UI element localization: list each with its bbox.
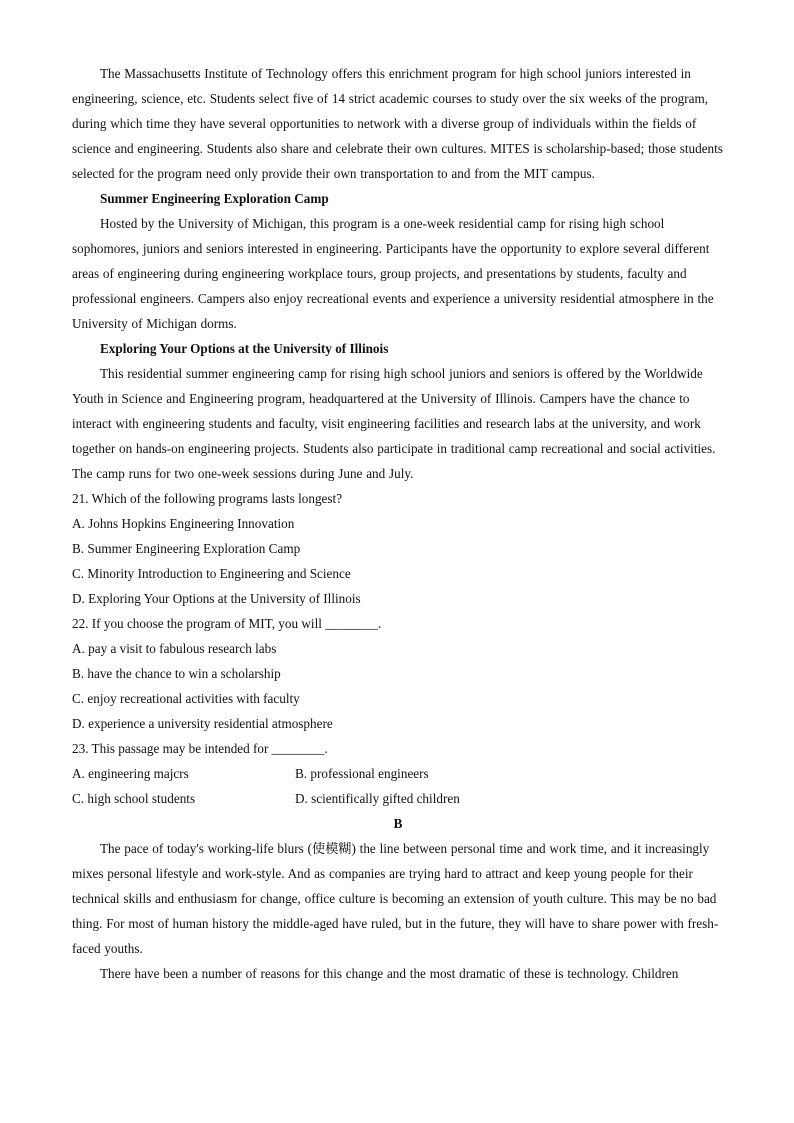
option-c: C. Minority Introduction to Engineering and Science	[72, 566, 351, 581]
option-d: D. Exploring Your Options at the University of Illinois	[72, 591, 361, 606]
section-letter-b: B	[393, 816, 403, 831]
option-b: B. have the chance to win a scholarship	[72, 666, 281, 681]
passage-b-paragraph-2: There have been a number of reasons for this change and the most dramatic of these is technology. Children	[100, 966, 679, 981]
question-23	[72, 736, 724, 811]
option-b: B. Summer Engineering Exploration Camp	[72, 541, 301, 556]
question-22	[72, 611, 724, 736]
option-row	[72, 786, 724, 811]
mites-paragraph: The Massachusetts Institute of Technology offers this enrichment program for high school juniors interested in engineering, science, etc. Students select five of 14 strict academic courses to study over the six weeks of the program, during which time they have several opportunities to network with a diverse group of individuals within the fields of science and engineering. Students also share and celebrate their own cultures. MITES is scholarship-based; those students selected for the program need only provide their own transportation to and from the MIT campus.	[72, 66, 723, 181]
option-a: A. engineering majcrs	[72, 766, 189, 781]
option-row	[72, 761, 724, 786]
program-heading-illinois: Exploring Your Options at the University of Illinois	[100, 341, 389, 356]
program-heading-michigan: Summer Engineering Exploration Camp	[100, 191, 329, 206]
question-stem: 22. If you choose the program of MIT, you will ________.	[72, 616, 382, 631]
program-body-illinois: This residential summer engineering camp for rising high school juniors and seniors is offered by the Worldwide Youth in Science and Engineering program, headquartered at the University of Illinois. Campers have the chance to interact with engineering students and faculty, visit engineering facilities and research labs at the university, and work together on hands-on engineering projects. Students also participate in traditional camp recreational and social activities. The camp runs for two one-week sessions during June and July.	[72, 366, 716, 481]
question-21	[72, 486, 724, 611]
option-a: A. Johns Hopkins Engineering Innovation	[72, 516, 295, 531]
option-d: D. scientifically gifted children	[295, 791, 460, 806]
option-d: D. experience a university residential atmosphere	[72, 716, 333, 731]
option-c: C. high school students	[72, 791, 196, 806]
option-b: B. professional engineers	[295, 766, 429, 781]
option-c: C. enjoy recreational activities with faculty	[72, 691, 300, 706]
question-stem: 21. Which of the following programs lasts longest?	[72, 491, 343, 506]
question-stem: 23. This passage may be intended for ________.	[72, 741, 328, 756]
passage-b-paragraph-1: The pace of today's working-life blurs (使模糊) the line between personal time and work time, and it increasingly mixes personal lifestyle and work-style. And as companies are trying hard to attract and keep young people for their technical skills and enthusiasm for change, office culture is becoming an extension of youth culture. This may be no bad thing. For most of human history the middle-aged have ruled, but in the future, they will have to share power with fresh-faced youths.	[72, 841, 719, 956]
option-a: A. pay a visit to fabulous research labs	[72, 641, 277, 656]
document-page	[72, 61, 724, 986]
program-body-michigan: Hosted by the University of Michigan, this program is a one-week residential camp for rising high school sophomores, juniors and seniors interested in engineering. Participants have the opportunity to explore several different areas of engineering during engineering workplace tours, group projects, and presentations by students, faculty and professional engineers. Campers also enjoy recreational events and experience a university residential atmosphere in the University of Michigan dorms.	[72, 216, 714, 331]
